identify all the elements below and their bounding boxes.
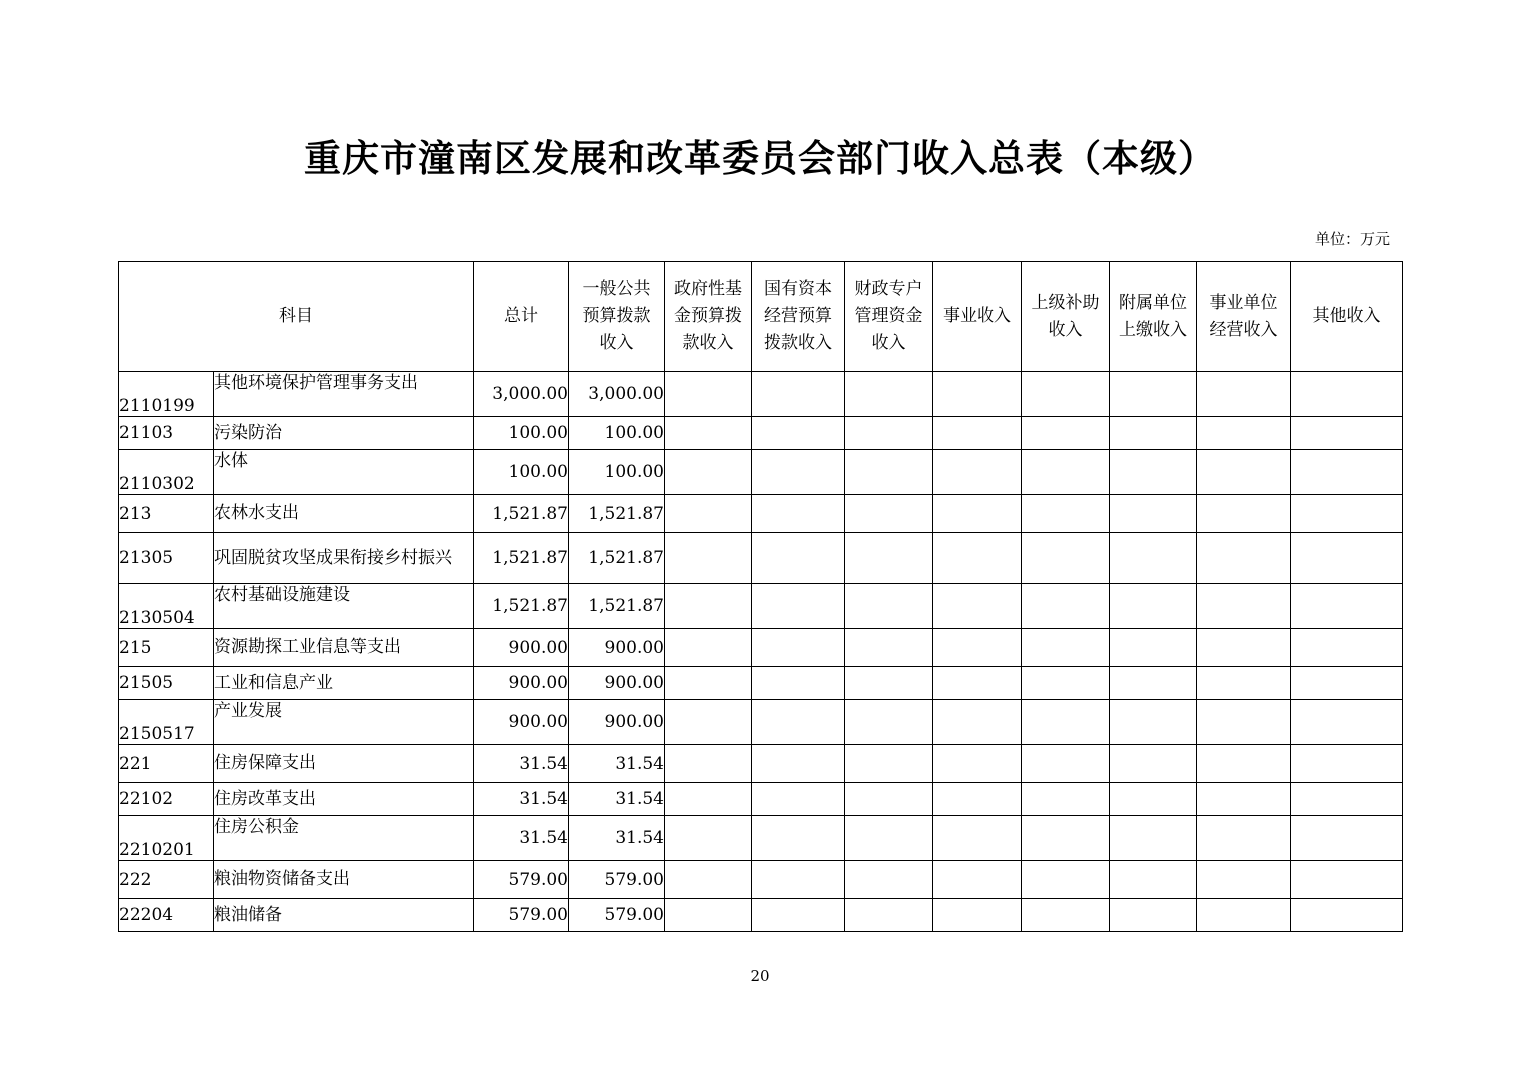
row-name: 农林水支出 [214,495,474,533]
empty-cell [1291,584,1403,629]
header-total: 总计 [474,262,569,372]
row-general: 900.00 [569,667,665,700]
row-general: 900.00 [569,700,665,745]
empty-cell [1110,899,1197,932]
empty-cell [752,861,845,899]
row-name: 巩固脱贫攻坚成果衔接乡村振兴 [214,533,474,584]
row-name: 工业和信息产业 [214,667,474,700]
empty-cell [845,861,933,899]
empty-cell [752,700,845,745]
empty-cell [845,629,933,667]
empty-cell [845,372,933,417]
empty-cell [845,700,933,745]
empty-cell [1197,495,1291,533]
row-total: 100.00 [474,417,569,450]
empty-cell [1197,533,1291,584]
empty-cell [1110,584,1197,629]
header-gov-fund [665,262,752,372]
row-general: 579.00 [569,899,665,932]
row-total: 579.00 [474,899,569,932]
empty-cell [752,783,845,816]
header-other-income: 其他收入 [1291,262,1403,372]
empty-cell [1197,372,1291,417]
page-title: 重庆市潼南区发展和改革委员会部门收入总表（本级） [304,137,1216,180]
empty-cell [1197,450,1291,495]
row-code: 21103 [119,417,214,450]
empty-cell [933,667,1022,700]
row-total: 579.00 [474,861,569,899]
row-general: 579.00 [569,861,665,899]
row-name: 粮油储备 [214,899,474,932]
empty-cell [752,667,845,700]
empty-cell [1022,667,1110,700]
empty-cell [1110,861,1197,899]
empty-cell [1197,816,1291,861]
table-row [119,899,1403,932]
row-name: 住房保障支出 [214,745,474,783]
row-total: 900.00 [474,700,569,745]
empty-cell [665,629,752,667]
empty-cell [933,450,1022,495]
empty-cell [752,372,845,417]
empty-cell [933,417,1022,450]
empty-cell [1291,533,1403,584]
row-general: 900.00 [569,629,665,667]
empty-cell [1022,417,1110,450]
table-row [119,629,1403,667]
row-general: 100.00 [569,450,665,495]
header-subject: 科目 [119,262,474,372]
header-affiliated-payment [1110,262,1197,372]
empty-cell [665,372,752,417]
row-name: 污染防治 [214,417,474,450]
empty-cell [665,745,752,783]
header-affiliated-payment-label: 附属单位上缴收入 [1119,292,1187,340]
empty-cell [1291,899,1403,932]
empty-cell [665,783,752,816]
empty-cell [1022,700,1110,745]
empty-cell [1022,861,1110,899]
empty-cell [1110,629,1197,667]
header-superior-subsidy-label: 上级补助收入 [1031,292,1100,340]
row-general: 100.00 [569,417,665,450]
empty-cell [1291,417,1403,450]
empty-cell [1291,783,1403,816]
empty-cell [1110,417,1197,450]
empty-cell [1197,861,1291,899]
table-row [119,533,1403,584]
empty-cell [665,816,752,861]
empty-cell [752,629,845,667]
empty-cell [1197,667,1291,700]
empty-cell [933,495,1022,533]
empty-cell [665,700,752,745]
empty-cell [933,584,1022,629]
header-business-operation-label: 事业单位经营收入 [1209,292,1278,340]
empty-cell [752,899,845,932]
empty-cell [845,667,933,700]
table-row [119,700,1403,745]
table-row [119,495,1403,533]
empty-cell [1022,629,1110,667]
row-code: 2210201 [119,816,214,861]
empty-cell [933,700,1022,745]
row-general: 1,521.87 [569,533,665,584]
empty-cell [1110,667,1197,700]
row-code: 2110302 [119,450,214,495]
empty-cell [1197,629,1291,667]
header-business-operation [1197,262,1291,372]
header-state-capital [752,262,845,372]
empty-cell [1291,745,1403,783]
empty-cell [1291,700,1403,745]
empty-cell [752,745,845,783]
income-summary-table [118,261,1403,932]
row-total: 1,521.87 [474,533,569,584]
empty-cell [1110,816,1197,861]
empty-cell [845,450,933,495]
empty-cell [1022,533,1110,584]
empty-cell [845,899,933,932]
empty-cell [1197,745,1291,783]
empty-cell [1022,450,1110,495]
row-code: 21505 [119,667,214,700]
row-general: 1,521.87 [569,495,665,533]
table-row [119,745,1403,783]
header-business-income-label: 事业收入 [943,306,1011,326]
header-superior-subsidy [1022,262,1110,372]
empty-cell [1022,783,1110,816]
empty-cell [665,584,752,629]
empty-cell [1022,495,1110,533]
empty-cell [933,533,1022,584]
empty-cell [933,816,1022,861]
header-gov-fund-label: 政府性基金预算拨款收入 [674,279,742,353]
row-name: 住房公积金 [214,816,474,861]
empty-cell [1291,667,1403,700]
header-state-capital-label: 国有资本经营预算拨款收入 [764,279,832,353]
empty-cell [1110,533,1197,584]
row-general: 31.54 [569,745,665,783]
empty-cell [933,745,1022,783]
empty-cell [1197,584,1291,629]
row-name: 粮油物资储备支出 [214,861,474,899]
row-code: 215 [119,629,214,667]
row-general: 31.54 [569,783,665,816]
row-general: 31.54 [569,816,665,861]
empty-cell [1110,450,1197,495]
row-code: 2110199 [119,372,214,417]
table-row [119,816,1403,861]
empty-cell [752,816,845,861]
empty-cell [665,533,752,584]
empty-cell [665,899,752,932]
row-code: 22204 [119,899,214,932]
header-business-income [933,262,1022,372]
empty-cell [933,783,1022,816]
empty-cell [845,816,933,861]
empty-cell [845,417,933,450]
row-total: 100.00 [474,450,569,495]
empty-cell [1197,417,1291,450]
row-total: 3,000.00 [474,372,569,417]
row-code: 2130504 [119,584,214,629]
table-row [119,584,1403,629]
row-name: 其他环境保护管理事务支出 [214,372,474,417]
empty-cell [1110,745,1197,783]
row-total: 900.00 [474,667,569,700]
empty-cell [1197,783,1291,816]
empty-cell [752,533,845,584]
empty-cell [1291,495,1403,533]
row-total: 31.54 [474,783,569,816]
empty-cell [665,450,752,495]
row-name: 水体 [214,450,474,495]
empty-cell [1291,450,1403,495]
row-total: 31.54 [474,745,569,783]
row-code: 222 [119,861,214,899]
row-code: 2150517 [119,700,214,745]
table-row [119,667,1403,700]
empty-cell [933,629,1022,667]
row-general: 3,000.00 [569,372,665,417]
empty-cell [1291,816,1403,861]
row-total: 31.54 [474,816,569,861]
empty-cell [933,372,1022,417]
empty-cell [933,899,1022,932]
empty-cell [1022,584,1110,629]
empty-cell [1022,745,1110,783]
empty-cell [1197,700,1291,745]
empty-cell [752,495,845,533]
empty-cell [665,495,752,533]
empty-cell [1110,495,1197,533]
row-name: 农村基础设施建设 [214,584,474,629]
page-number: 20 [750,967,770,985]
empty-cell [845,783,933,816]
header-general-budget-label: 一般公共预算拨款收入 [582,279,651,353]
empty-cell [665,861,752,899]
empty-cell [845,745,933,783]
table-row [119,783,1403,816]
header-special-account-label: 财政专户管理资金收入 [854,279,923,353]
empty-cell [665,667,752,700]
unit-label: 单位：万元 [1314,230,1390,248]
table-row [119,450,1403,495]
header-row [119,262,1403,372]
empty-cell [752,584,845,629]
row-code: 221 [119,745,214,783]
row-total: 900.00 [474,629,569,667]
empty-cell [845,584,933,629]
empty-cell [845,533,933,584]
row-total: 1,521.87 [474,495,569,533]
row-name: 住房改革支出 [214,783,474,816]
table-row [119,417,1403,450]
table-row [119,372,1403,417]
empty-cell [665,417,752,450]
empty-cell [1291,372,1403,417]
empty-cell [752,417,845,450]
empty-cell [752,450,845,495]
empty-cell [1022,372,1110,417]
row-code: 21305 [119,533,214,584]
header-special-account [845,262,933,372]
empty-cell [933,861,1022,899]
empty-cell [1110,372,1197,417]
row-code: 22102 [119,783,214,816]
empty-cell [1022,816,1110,861]
row-general: 1,521.87 [569,584,665,629]
row-total: 1,521.87 [474,584,569,629]
empty-cell [1110,700,1197,745]
row-name: 资源勘探工业信息等支出 [214,629,474,667]
empty-cell [845,495,933,533]
empty-cell [1197,899,1291,932]
header-general-budget [569,262,665,372]
empty-cell [1110,783,1197,816]
row-name: 产业发展 [214,700,474,745]
table-row [119,861,1403,899]
empty-cell [1291,861,1403,899]
empty-cell [1022,899,1110,932]
row-code: 213 [119,495,214,533]
empty-cell [1291,629,1403,667]
